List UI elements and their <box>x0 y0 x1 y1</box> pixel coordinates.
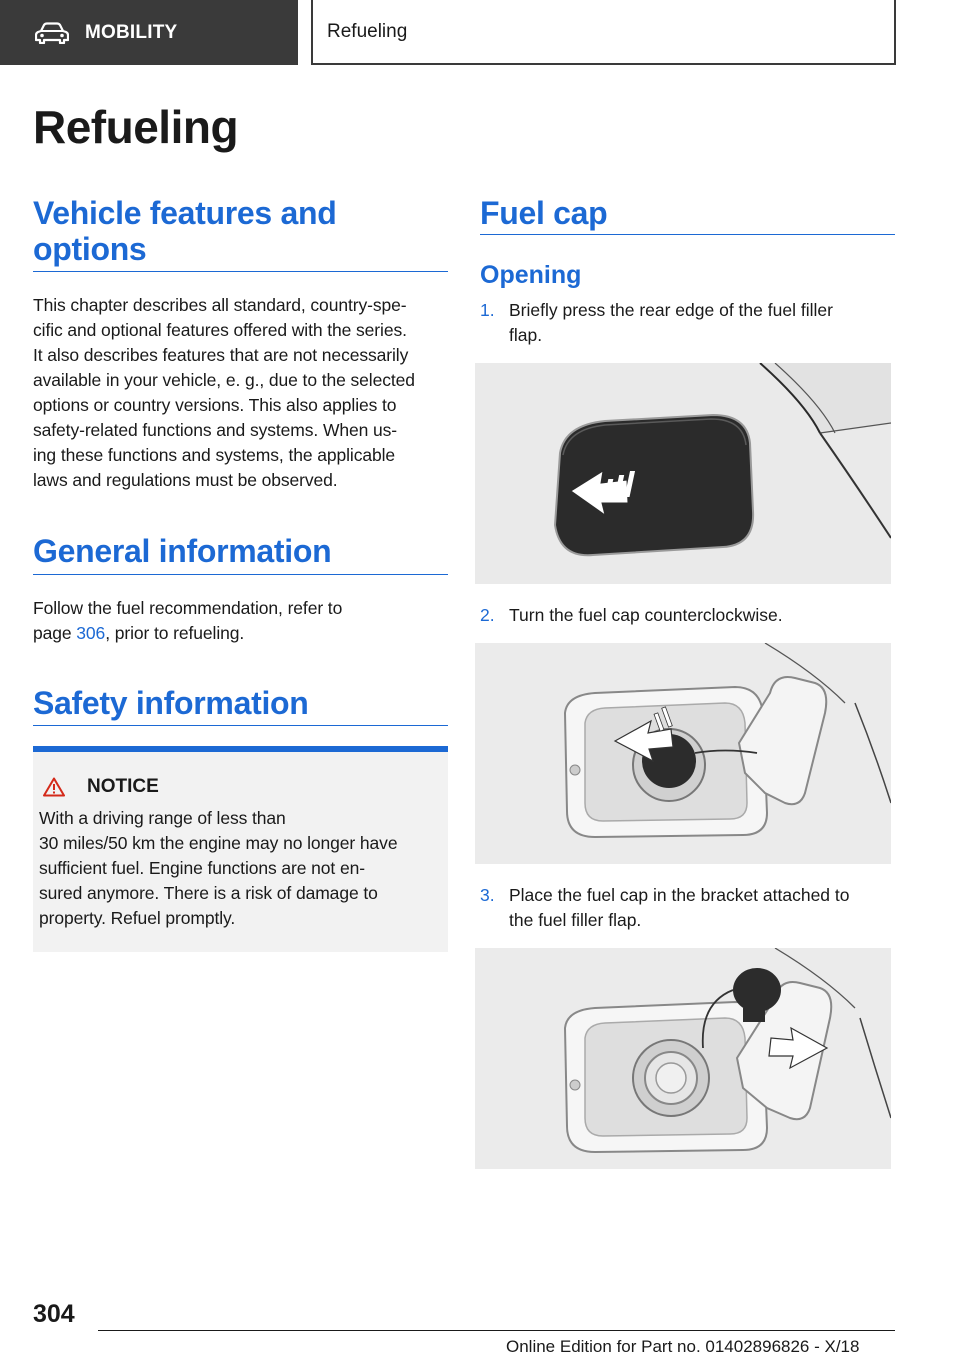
page-title: Refueling <box>33 101 239 153</box>
car-icon <box>35 22 69 44</box>
fuel-cap-rule <box>480 234 895 235</box>
turn-fuel-cap-image <box>475 643 891 864</box>
cap-in-bracket-image <box>475 948 891 1169</box>
cap-in-bracket-illustration <box>475 948 891 1169</box>
header-title-bar <box>311 0 896 65</box>
fuel-cap-heading: Fuel cap <box>480 195 608 231</box>
opening-subheading: Opening <box>480 261 582 289</box>
step-number: 1. <box>480 300 495 320</box>
page-306-link[interactable]: 306 <box>76 623 106 643</box>
vehicle-features-rule <box>33 271 448 272</box>
fuel-filler-flap-image <box>475 363 891 584</box>
step-text: Briefly press the rear edge of the fuel filler flap. <box>509 300 833 345</box>
footer-edition: Online Edition for Part no. 01402896826 - X/18 <box>506 1337 860 1356</box>
step-3 <box>480 883 894 933</box>
general-information-rule <box>33 574 448 575</box>
notice-header <box>39 776 440 798</box>
vehicle-features-text: This chapter describes all standard, country-spe‐ cific and optional features offered with the series. It also describes features that are not necessarily available in your vehicle, e. g., due to the selected options or country versions. This also applies to safety-related functions and systems. When us‐ ing these functions and systems, the applicable laws and regulations must be observed. <box>33 295 415 490</box>
header-title: Refueling <box>327 20 408 42</box>
step-1 <box>480 298 894 348</box>
notice-box <box>33 746 448 952</box>
fuel-filler-flap-illustration <box>475 363 891 584</box>
safety-information-heading: Safety information <box>33 685 309 721</box>
header-section-tab <box>0 0 298 65</box>
general-information-text: Follow the fuel recommendation, refer to page 306, prior to refueling. <box>33 598 343 643</box>
notice-label: NOTICE <box>87 776 159 797</box>
warning-triangle-icon <box>43 777 65 797</box>
step-text: Place the fuel cap in the bracket attached to the fuel filler flap. <box>509 885 850 930</box>
step-number: 2. <box>480 605 495 625</box>
page-number: 304 <box>33 1300 75 1328</box>
step-text: Turn the fuel cap counterclockwise. <box>509 605 783 625</box>
header-section-label: MOBILITY <box>85 21 178 43</box>
footer-rule <box>98 1330 895 1331</box>
turn-fuel-cap-illustration <box>475 643 891 864</box>
general-information-heading: General information <box>33 533 332 569</box>
step-2 <box>480 603 894 628</box>
step-number: 3. <box>480 885 495 905</box>
notice-text: With a driving range of less than 30 miles/50 km the engine may no longer have sufficient fuel. Engine functions are not en‐ sured anymore. There is a risk of damage to property. Refuel promptly. <box>39 808 398 928</box>
safety-information-rule <box>33 725 448 726</box>
vehicle-features-heading: Vehicle features and options <box>33 195 337 267</box>
